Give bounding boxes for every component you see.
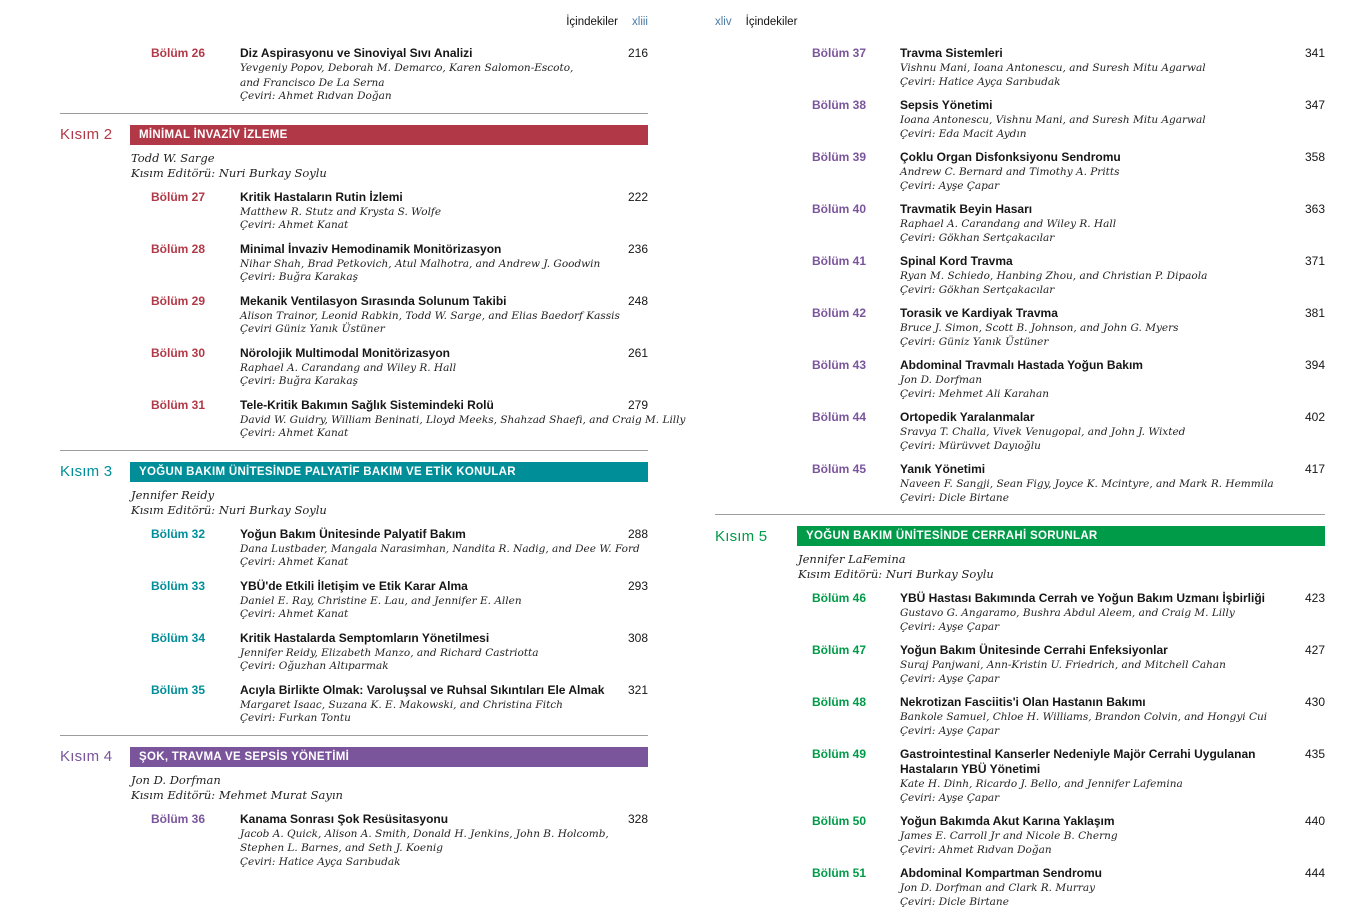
toc-entry — [812, 202, 1325, 245]
chapter-authors: and Francisco De La Serna — [240, 76, 385, 89]
chapter-title-row — [900, 462, 1325, 477]
chapter-number: Bölüm 35 — [151, 682, 206, 697]
chapter-translator: Çeviri: Ahmet Rıdvan Doğan — [240, 90, 392, 102]
part-banner: ŞOK, TRAVMA VE SEPSİS YÖNETİMİ — [130, 747, 648, 767]
chapter-title: Tele-Kritik Bakımın Sağlık Sistemindeki Rolü — [240, 397, 494, 412]
chapter-number: Bölüm 34 — [151, 630, 206, 645]
chapter-body — [900, 46, 1325, 89]
toc-entry — [812, 643, 1325, 686]
chapter-body — [900, 462, 1325, 505]
chapter-title-row — [240, 398, 648, 413]
chapter-authors: Raphael A. Carandang and Wiley R. Hall — [900, 218, 1117, 230]
toc-entry — [151, 683, 648, 726]
chapter-number: Bölüm 41 — [812, 254, 867, 268]
chapter-page-number: 341 — [1304, 46, 1325, 60]
chapter-title: Mekanik Ventilasyon Sırasında Solunum Takibi — [240, 293, 507, 308]
toc-entry — [812, 462, 1325, 505]
chapter-title: Yoğun Bakımda Akut Karına Yaklaşım — [900, 814, 1115, 828]
chapter-page-number: 423 — [1304, 591, 1325, 605]
chapter-authors: Ryan M. Schiedo, Hanbing Zhou, and Christian P. Dipaola — [900, 270, 1208, 282]
toc-entry — [812, 358, 1325, 401]
chapter-authors: Sravya T. Challa, Vivek Venugopal, and John J. Wixted — [900, 426, 1186, 438]
toc-entry — [812, 814, 1325, 857]
chapter-title: Travma Sistemleri — [900, 46, 1003, 60]
part-editor-line: Jennifer LaFemina — [798, 552, 906, 566]
toc-entry — [812, 695, 1325, 738]
toc-entry — [151, 46, 648, 104]
chapter-title: Acıyla Birlikte Olmak: Varoluşsal ve Ruhsal Sıkıntıları Ele Almak — [240, 682, 605, 697]
chapter-body — [900, 358, 1325, 401]
part-editor-line: Todd W. Sarge — [131, 150, 215, 165]
chapter-number: Bölüm 31 — [151, 397, 206, 412]
chapter-title-row — [900, 410, 1325, 425]
chapter-authors: Nihar Shah, Brad Petkovich, Atul Malhotra, and Andrew J. Goodwin — [240, 257, 601, 270]
chapter-page-number: 248 — [627, 293, 648, 308]
chapter-authors: Jon D. Dorfman and Clark R. Murray — [900, 882, 1096, 894]
part-editor-line: Kısım Editörü: Mehmet Murat Sayın — [131, 787, 343, 802]
page-folio: xliv — [715, 16, 732, 28]
chapter-body — [240, 812, 648, 870]
toc-page-left — [60, 0, 686, 878]
toc-entry — [812, 866, 1325, 909]
chapter-translator: Çeviri: Ahmet Kanat — [240, 427, 349, 439]
part-banner: MİNİMAL İNVAZİV İZLEME — [130, 125, 648, 145]
chapter-body — [900, 254, 1325, 297]
toc-entry — [151, 294, 648, 337]
running-head-title: İçindekiler — [566, 16, 619, 28]
chapter-page-number: 435 — [1304, 747, 1325, 761]
chapter-authors: Bruce J. Simon, Scott B. Johnson, and John G. Myers — [900, 322, 1179, 334]
chapter-translator: Çeviri: Buğra Karakaş — [240, 375, 359, 387]
toc-entry — [151, 242, 648, 285]
chapter-translator: Çeviri: Ayşe Çapar — [900, 724, 1000, 737]
chapter-page-number: 358 — [1304, 150, 1325, 164]
chapter-page-number: 321 — [627, 682, 648, 697]
running-head-title: İçindekiler — [745, 16, 798, 28]
chapter-number: Bölüm 44 — [812, 410, 867, 424]
chapter-translator: Çeviri: Ahmet Kanat — [240, 608, 349, 620]
chapter-page-number: 427 — [1304, 643, 1325, 657]
chapter-body — [240, 397, 686, 441]
chapter-translator: Çeviri: Hatice Ayça Sarıbudak — [240, 855, 401, 868]
chapter-title: Nörolojik Multimodal Monitörizasyon — [240, 345, 450, 360]
page-folio: xliii — [632, 16, 648, 28]
chapter-translator: Çeviri: Buğra Karakaş — [240, 271, 359, 283]
chapter-authors: Jennifer Reidy, Elizabeth Manzo, and Richard Castriotta — [240, 646, 539, 659]
chapter-authors: Gustavo G. Angaramo, Bushra Abdul Aleem, and Craig M. Lilly — [900, 607, 1235, 619]
part-editor-line: Kısım Editörü: Nuri Burkay Soylu — [131, 165, 327, 180]
chapter-number: Bölüm 49 — [812, 747, 867, 761]
chapter-authors: David W. Guidry, William Beninati, Lloyd Meeks, Shahzad Shaefi, and Craig M. Lilly — [240, 413, 686, 426]
part-editors — [131, 488, 648, 518]
chapter-title: Torasik ve Kardiyak Travma — [900, 306, 1058, 320]
section-divider — [60, 113, 648, 114]
chapter-number: Bölüm 50 — [812, 814, 867, 828]
chapter-body — [240, 242, 648, 285]
chapter-page-number: 381 — [1304, 306, 1325, 320]
chapter-authors: Dana Lustbader, Mangala Narasimhan, Nandita R. Nadig, and Dee W. Ford — [240, 542, 640, 555]
chapter-translator: Çeviri: Gökhan Sertçakacılar — [900, 231, 1055, 244]
toc-entry — [812, 591, 1325, 634]
chapter-authors: Alison Trainor, Leonid Rabkin, Todd W. Sarge, and Elias Baedorf Kassis — [240, 309, 620, 322]
part-label: Kısım 5 — [715, 527, 768, 545]
part-heading — [60, 462, 648, 482]
chapter-page-number: 347 — [1304, 98, 1325, 112]
chapter-page-number: 394 — [1304, 358, 1325, 372]
chapter-page-number: 288 — [627, 526, 648, 541]
chapter-title-row — [240, 242, 648, 257]
running-head-left — [60, 16, 648, 28]
chapter-authors: Daniel E. Ray, Christine E. Lau, and Jennifer E. Allen — [240, 594, 522, 607]
chapter-title-row — [240, 631, 648, 646]
toc-entry — [151, 346, 648, 389]
part-editor-line: Jennifer Reidy — [131, 487, 215, 502]
chapter-body — [240, 579, 648, 622]
chapter-number: Bölüm 48 — [812, 695, 867, 709]
toc-entry — [151, 631, 648, 674]
chapter-translator: Çeviri: Hatice Ayça Sarıbudak — [900, 75, 1061, 88]
chapter-title: Sepsis Yönetimi — [900, 98, 993, 112]
chapter-page-number: 328 — [627, 811, 648, 826]
chapter-body — [240, 190, 648, 233]
chapter-title-row — [240, 579, 648, 594]
chapter-body — [900, 591, 1325, 634]
toc-entry — [812, 150, 1325, 193]
chapter-title-row — [240, 812, 648, 827]
chapter-body — [900, 814, 1325, 857]
chapter-title-row — [900, 747, 1325, 777]
part-editors — [131, 773, 648, 803]
chapter-number: Bölüm 37 — [812, 46, 867, 60]
chapter-number: Bölüm 38 — [812, 98, 867, 112]
chapter-body — [900, 643, 1325, 686]
chapter-number: Bölüm 32 — [151, 526, 206, 541]
chapter-number: Bölüm 51 — [812, 866, 867, 880]
chapter-translator: Çeviri: Eda Macit Aydın — [900, 127, 1027, 140]
chapter-title-row — [900, 591, 1325, 606]
chapter-authors: Stephen L. Barnes, and Seth J. Koenig — [240, 842, 443, 854]
chapter-page-number: 293 — [627, 578, 648, 593]
section-divider — [60, 735, 648, 736]
chapter-title-row — [900, 202, 1325, 217]
toc-entry — [812, 306, 1325, 349]
toc-entry — [812, 747, 1325, 805]
chapter-body — [240, 46, 648, 104]
toc-entry — [812, 46, 1325, 89]
chapter-title: Yoğun Bakım Ünitesinde Cerrahi Enfeksiyonlar — [900, 643, 1168, 657]
chapter-title: Ortopedik Yaralanmalar — [900, 410, 1035, 424]
chapter-page-number: 363 — [1304, 202, 1325, 216]
chapter-title-row — [900, 814, 1325, 829]
chapter-authors: Raphael A. Carandang and Wiley R. Hall — [240, 361, 457, 374]
part-editors — [131, 151, 648, 181]
chapter-page-number: 440 — [1304, 814, 1325, 828]
chapter-body — [900, 150, 1325, 193]
chapter-number: Bölüm 43 — [812, 358, 867, 372]
chapter-title-row — [240, 346, 648, 361]
toc-entry — [812, 98, 1325, 141]
chapter-translator: Çeviri: Dicle Birtane — [900, 491, 1009, 504]
chapter-number: Bölüm 39 — [812, 150, 867, 164]
part-heading — [60, 125, 648, 145]
chapter-translator: Çeviri: Güniz Yanık Üstüner — [900, 335, 1049, 348]
chapter-authors: Ioana Antonescu, Vishnu Mani, and Suresh Mitu Agarwal — [900, 114, 1206, 126]
chapter-number: Bölüm 40 — [812, 202, 867, 216]
chapter-authors: Suraj Panjwani, Ann-Kristin U. Friedrich, and Mitchell Cahan — [900, 659, 1226, 671]
chapter-title: Abdominal Travmalı Hastada Yoğun Bakım — [900, 358, 1143, 372]
part-editor-line: Kısım Editörü: Nuri Burkay Soylu — [798, 567, 994, 581]
chapter-title: Kritik Hastalarda Semptomların Yönetilmesi — [240, 630, 490, 645]
chapter-title: YBÜ'de Etkili İletişim ve Etik Karar Alma — [240, 578, 468, 593]
chapter-translator: Çeviri: Ayşe Çapar — [900, 791, 1000, 804]
chapter-number: Bölüm 28 — [151, 241, 206, 256]
chapter-authors: Bankole Samuel, Chloe H. Williams, Brandon Colvin, and Hongyi Cui — [900, 711, 1268, 723]
chapter-page-number: 279 — [627, 397, 648, 412]
chapter-translator: Çeviri: Dicle Birtane — [900, 895, 1009, 908]
chapter-body — [900, 202, 1325, 245]
chapter-number: Bölüm 27 — [151, 189, 206, 204]
chapter-body — [240, 631, 648, 674]
toc-entry — [812, 410, 1325, 453]
chapter-translator: Çeviri: Ahmet Kanat — [240, 219, 349, 231]
chapter-title-row — [900, 306, 1325, 321]
toc-blocks — [60, 46, 686, 869]
chapter-authors: Jon D. Dorfman — [900, 374, 982, 386]
chapter-title: Yanık Yönetimi — [900, 462, 986, 476]
toc-page-right — [715, 0, 1325, 918]
chapter-title-row — [900, 98, 1325, 113]
chapter-translator: Çeviri: Gökhan Sertçakacılar — [900, 283, 1055, 296]
chapter-title: YBÜ Hastası Bakımında Cerrah ve Yoğun Bakım Uzmanı İşbirliği — [900, 591, 1265, 605]
chapter-title-row — [240, 527, 648, 542]
chapter-translator: Çeviri: Ayşe Çapar — [900, 620, 1000, 633]
toc-entry — [151, 190, 648, 233]
chapter-body — [240, 346, 648, 389]
part-label: Kısım 3 — [60, 463, 113, 480]
part-label: Kısım 4 — [60, 748, 113, 765]
part-banner: YOĞUN BAKIM ÜNİTESİNDE PALYATİF BAKIM VE ETİK KONULAR — [130, 462, 648, 482]
chapter-body — [240, 527, 648, 570]
chapter-number: Bölüm 42 — [812, 306, 867, 320]
chapter-page-number: 261 — [627, 345, 648, 360]
chapter-title: Minimal İnvaziv Hemodinamik Monitörizasyon — [240, 241, 502, 256]
chapter-translator: Çeviri: Furkan Tontu — [240, 712, 351, 724]
chapter-number: Bölüm 47 — [812, 643, 867, 657]
chapter-translator: Çeviri: Ahmet Kanat — [240, 556, 349, 568]
chapter-title-row — [900, 46, 1325, 61]
chapter-page-number: 222 — [627, 189, 648, 204]
chapter-title: Travmatik Beyin Hasarı — [900, 202, 1033, 216]
chapter-title: Spinal Kord Travma — [900, 254, 1013, 268]
chapter-number: Bölüm 30 — [151, 345, 206, 360]
chapter-authors: Yevgeniy Popov, Deborah M. Demarco, Karen Salomon-Escoto, — [240, 62, 574, 74]
chapter-title-row — [240, 46, 648, 61]
part-heading — [60, 747, 648, 767]
chapter-authors: Vishnu Mani, Ioana Antonescu, and Suresh Mitu Agarwal — [900, 62, 1206, 74]
chapter-body — [900, 98, 1325, 141]
chapter-number: Bölüm 33 — [151, 578, 206, 593]
toc-entry — [151, 397, 686, 441]
chapter-authors: Kate H. Dinh, Ricardo J. Bello, and Jennifer Lafemina — [900, 778, 1183, 790]
chapter-number: Bölüm 26 — [151, 46, 206, 60]
toc-entry — [151, 527, 648, 570]
part-label: Kısım 2 — [60, 126, 113, 143]
chapter-title-row — [900, 358, 1325, 373]
chapter-title: Kritik Hastaların Rutin İzlemi — [240, 189, 403, 204]
chapter-translator: Çeviri Güniz Yanık Üstüner — [240, 323, 385, 335]
chapter-page-number: 371 — [1304, 254, 1325, 268]
chapter-authors: Jacob A. Quick, Alison A. Smith, Donald H. Jenkins, John B. Holcomb, — [240, 827, 609, 840]
chapter-title: Nekrotizan Fasciitis'i Olan Hastanın Bakımı — [900, 695, 1146, 709]
chapter-page-number: 308 — [627, 630, 648, 645]
chapter-body — [240, 683, 648, 726]
part-editor-line: Kısım Editörü: Nuri Burkay Soylu — [131, 502, 327, 517]
chapter-page-number: 236 — [627, 241, 648, 256]
toc-blocks — [715, 46, 1325, 909]
chapter-title: Diz Aspirasyonu ve Sinoviyal Sıvı Analizi — [240, 46, 473, 60]
chapter-body — [900, 306, 1325, 349]
chapter-page-number: 402 — [1304, 410, 1325, 424]
toc-entry — [812, 254, 1325, 297]
part-editors — [798, 552, 1325, 582]
part-heading — [715, 526, 1325, 546]
chapter-title: Gastrointestinal Kanserler Nedeniyle Majör Cerrahi Uygulanan Hastaların YBÜ Yönetimi — [900, 747, 1256, 776]
chapter-translator: Çeviri: Ayşe Çapar — [900, 179, 1000, 192]
chapter-body — [900, 866, 1325, 909]
chapter-page-number: 430 — [1304, 695, 1325, 709]
chapter-authors: Matthew R. Stutz and Krysta S. Wolfe — [240, 205, 442, 218]
chapter-title-row — [240, 190, 648, 205]
chapter-authors: Naveen F. Sangji, Sean Figy, Joyce K. Mcintyre, and Mark R. Hemmila — [900, 478, 1274, 490]
chapter-number: Bölüm 46 — [812, 591, 867, 605]
chapter-page-number: 216 — [627, 46, 648, 60]
chapter-title: Yoğun Bakım Ünitesinde Palyatif Bakım — [240, 526, 466, 541]
toc-entry — [151, 579, 648, 622]
chapter-number: Bölüm 36 — [151, 811, 206, 826]
chapter-number: Bölüm 45 — [812, 462, 867, 476]
chapter-translator: Çeviri: Mehmet Ali Karahan — [900, 387, 1050, 400]
chapter-authors: James E. Carroll Jr and Nicole B. Cherng — [900, 830, 1118, 842]
section-divider — [715, 514, 1325, 515]
running-head-right — [715, 16, 1325, 28]
chapter-title-row — [240, 683, 648, 698]
chapter-title: Çoklu Organ Disfonksiyonu Sendromu — [900, 150, 1121, 164]
part-banner: YOĞUN BAKIM ÜNİTESİNDE CERRAHİ SORUNLAR — [797, 526, 1325, 546]
chapter-body — [240, 294, 648, 337]
chapter-body — [900, 747, 1325, 805]
chapter-authors: Andrew C. Bernard and Timothy A. Pritts — [900, 166, 1120, 178]
chapter-authors: Margaret Isaac, Suzana K. E. Makowski, and Christina Fitch — [240, 698, 563, 711]
chapter-translator: Çeviri: Mürüvvet Dayıoğlu — [900, 439, 1041, 452]
chapter-translator: Çeviri: Ahmet Rıdvan Doğan — [900, 843, 1052, 856]
chapter-number: Bölüm 29 — [151, 293, 206, 308]
chapter-title-row — [240, 294, 648, 309]
section-divider — [60, 450, 648, 451]
chapter-page-number: 417 — [1304, 462, 1325, 476]
chapter-body — [900, 410, 1325, 453]
chapter-title-row — [900, 150, 1325, 165]
chapter-translator: Çeviri: Ayşe Çapar — [900, 672, 1000, 685]
chapter-translator: Çeviri: Oğuzhan Altıparmak — [240, 660, 389, 672]
part-editor-line: Jon D. Dorfman — [131, 772, 221, 787]
chapter-title: Kanama Sonrası Şok Resüsitasyonu — [240, 811, 449, 826]
chapter-page-number: 444 — [1304, 866, 1325, 880]
chapter-title: Abdominal Kompartman Sendromu — [900, 866, 1103, 880]
chapter-body — [900, 695, 1325, 738]
chapter-title-row — [900, 695, 1325, 710]
chapter-title-row — [900, 643, 1325, 658]
toc-entry — [151, 812, 648, 870]
chapter-title-row — [900, 254, 1325, 269]
